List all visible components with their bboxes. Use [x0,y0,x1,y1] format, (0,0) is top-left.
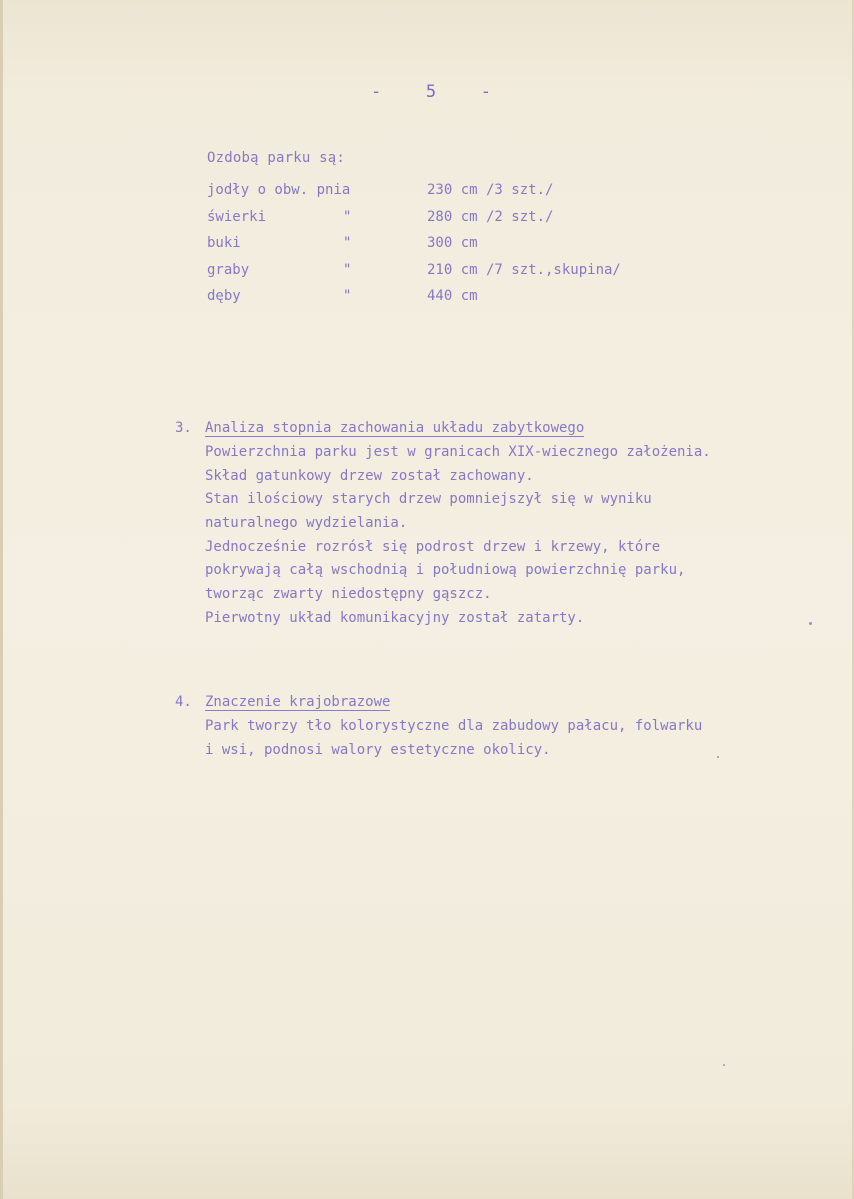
tree-name: jodły o obw. pnia [207,182,351,198]
paragraph-line: Park tworzy tło kolorystyczne dla zabudowy pałacu, folwarku [205,718,703,734]
tree-size: 300 cm [427,235,478,251]
paragraph-line: naturalnego wydzielania. [205,515,408,532]
tree-row [207,288,667,315]
paragraph-line: tworząc zwarty niedostępny gąszcz. [205,586,492,603]
paragraph-line: Skład gatunkowy drzew został zachowany. [205,467,534,484]
page-number-right-dash: - [480,82,491,102]
paragraph-line: i wsi, podnosi walory estetyczne okolicy. [205,741,551,758]
intro-line: Ozdobą parku są: [207,150,346,166]
tree-name: świerki [207,208,267,225]
tree-size: 210 cm /7 szt.,skupina/ [427,261,621,278]
tree-list [207,182,667,315]
page-number [371,82,491,102]
tree-size: 440 cm [427,288,478,304]
section-title: Analiza stopnia zachowania układu zabytkowego [205,420,585,436]
section-number: 4. [175,694,192,710]
section-title: Znaczenie krajobrazowe [205,694,391,710]
tree-row [207,209,667,236]
tree-name: dęby [207,288,241,304]
section-body [205,718,702,765]
tree-name: buki [207,235,241,251]
tree-ditto: " [343,235,352,251]
page-number-left-dash: - [371,82,382,102]
page-number-value: 5 [425,82,437,102]
paper-speck [723,1064,725,1066]
paragraph-line: Stan ilościowy starych drzew pomniejszył się w wyniku [205,491,652,508]
section-number: 3. [175,420,192,436]
tree-name: graby [207,261,250,278]
tree-row [207,262,667,289]
paper-speck [809,622,812,625]
tree-row [207,182,667,209]
paper-speck [717,756,719,758]
paragraph-line: Pierwotny układ komunikacyjny został zatarty. [205,609,585,626]
paragraph-line: Jednocześnie rozrósł się podrost drzew i krzewy, które [205,538,661,555]
tree-size: 230 cm /3 szt./ [427,182,554,198]
section-body [205,444,711,634]
paragraph-line: Powierzchnia parku jest w granicach XIX-wiecznego założenia. [205,444,711,460]
paragraph-line: pokrywają całą wschodnią i południową powierzchnię parku, [205,562,686,579]
tree-ditto: " [343,208,352,225]
tree-size: 280 cm /2 szt./ [427,208,554,225]
tree-ditto: " [343,288,352,304]
tree-ditto: " [343,261,352,278]
tree-row [207,235,667,262]
